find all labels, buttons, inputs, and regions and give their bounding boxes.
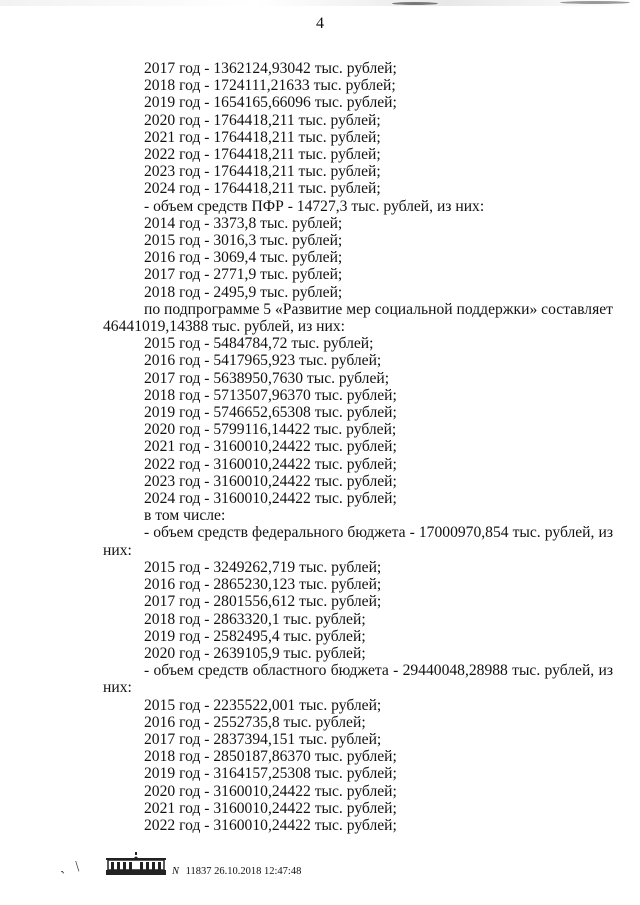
stamp-mark: N xyxy=(172,866,180,877)
text-line: 2018 год - 2495,9 тыс. рублей; xyxy=(144,283,343,301)
text-line: 2016 год - 5417965,923 тыс. рублей; xyxy=(144,352,382,370)
text-line: 2016 год - 2552735,8 тыс. рублей; xyxy=(144,713,366,731)
text-line: 2022 год - 1764418,211 тыс. рублей; xyxy=(144,146,381,164)
text-line: 2017 год - 5638950,7630 тыс. рублей; xyxy=(144,369,390,387)
text-line: 2019 год - 5746652,65308 тыс. рублей; xyxy=(144,404,397,422)
text-line: 2018 год - 2850187,86370 тыс. рублей; xyxy=(144,748,397,766)
text-line: по подпрограмме 5 «Развитие мер социальной поддержки» составляет xyxy=(144,300,613,318)
text-line: 2018 год - 5713507,96370 тыс. рублей; xyxy=(144,386,397,404)
text-line: - объем средств ПФР - 14727,3 тыс. рублей, из них: xyxy=(144,197,485,215)
page-footer xyxy=(100,852,620,902)
text-line: 2016 год - 3069,4 тыс. рублей; xyxy=(144,249,343,267)
text-line: 2015 год - 3249262,719 тыс. рублей; xyxy=(144,558,382,576)
text-line: 2020 год - 5799116,14422 тыс. рублей; xyxy=(144,421,397,439)
text-line: 2023 год - 3160010,24422 тыс. рублей; xyxy=(144,472,397,490)
text-line: 2019 год - 2582495,4 тыс. рублей; xyxy=(144,627,366,645)
scan-speck xyxy=(392,2,438,5)
text-line: 2017 год - 1362124,93042 тыс. рублей; xyxy=(144,60,397,77)
text-line: 2017 год - 2771,9 тыс. рублей; xyxy=(144,266,343,284)
text-line: них: xyxy=(103,541,132,559)
registration-stamp xyxy=(172,866,301,877)
text-line: 2021 год - 1764418,211 тыс. рублей; xyxy=(144,128,381,146)
stamp-datetime: 26.10.2018 12:47:48 xyxy=(214,866,302,877)
text-line: 2022 год - 3160010,24422 тыс. рублей; xyxy=(144,455,397,473)
text-line: 2015 год - 5484784,72 тыс. рублей; xyxy=(144,335,374,353)
text-line: 2023 год - 1764418,211 тыс. рублей; xyxy=(144,163,381,181)
text-line: 2015 год - 3016,3 тыс. рублей; xyxy=(144,232,343,250)
text-line: 2015 год - 2235522,001 тыс. рублей; xyxy=(144,696,382,714)
stamp-number: 11837 xyxy=(185,866,212,877)
text-line: них: xyxy=(103,679,132,697)
text-line: 2024 год - 1764418,211 тыс. рублей; xyxy=(144,180,381,198)
text-line: 2019 год - 3164157,25308 тыс. рублей; xyxy=(144,765,397,783)
text-line: - объем средств федерального бюджета - 17000970,854 тыс. рублей, из xyxy=(144,524,613,542)
text-line: 2020 год - 1764418,211 тыс. рублей; xyxy=(144,111,381,129)
text-line: 2022 год - 3160010,24422 тыс. рублей; xyxy=(144,816,397,834)
text-line: 2018 год - 1724111,21633 тыс. рублей; xyxy=(144,77,396,95)
text-line: 2016 год - 2865230,123 тыс. рублей; xyxy=(144,576,382,594)
text-line: 2017 год - 2801556,612 тыс. рублей; xyxy=(144,593,382,611)
margin-scribble-icon: ˎ ﹨ xyxy=(60,857,86,874)
text-line: - объем средств областного бюджета - 29440048,28988 тыс. рублей, из xyxy=(144,662,613,680)
scan-edge xyxy=(0,0,640,6)
text-line: 2021 год - 3160010,24422 тыс. рублей; xyxy=(144,438,397,456)
text-line: 2018 год - 2863320,1 тыс. рублей; xyxy=(144,610,366,628)
scan-speck xyxy=(560,1,630,4)
text-line: 2019 год - 1654165,66096 тыс. рублей; xyxy=(144,94,397,112)
text-line: 2020 год - 3160010,24422 тыс. рублей; xyxy=(144,782,397,800)
document-body xyxy=(103,60,613,834)
text-line: 2017 год - 2837394,151 тыс. рублей; xyxy=(144,730,382,748)
text-line: 2021 год - 3160010,24422 тыс. рублей; xyxy=(144,799,397,817)
building-seal-icon xyxy=(105,852,167,876)
page-number: 4 xyxy=(316,15,324,32)
text-line: 2024 год - 3160010,24422 тыс. рублей; xyxy=(144,490,397,508)
text-line: 2014 год - 3373,8 тыс. рублей; xyxy=(144,214,343,232)
text-line: 2020 год - 2639105,9 тыс. рублей; xyxy=(144,644,366,662)
text-line: 46441019,14388 тыс. рублей, из них: xyxy=(103,318,345,336)
text-line: в том числе: xyxy=(144,507,226,525)
